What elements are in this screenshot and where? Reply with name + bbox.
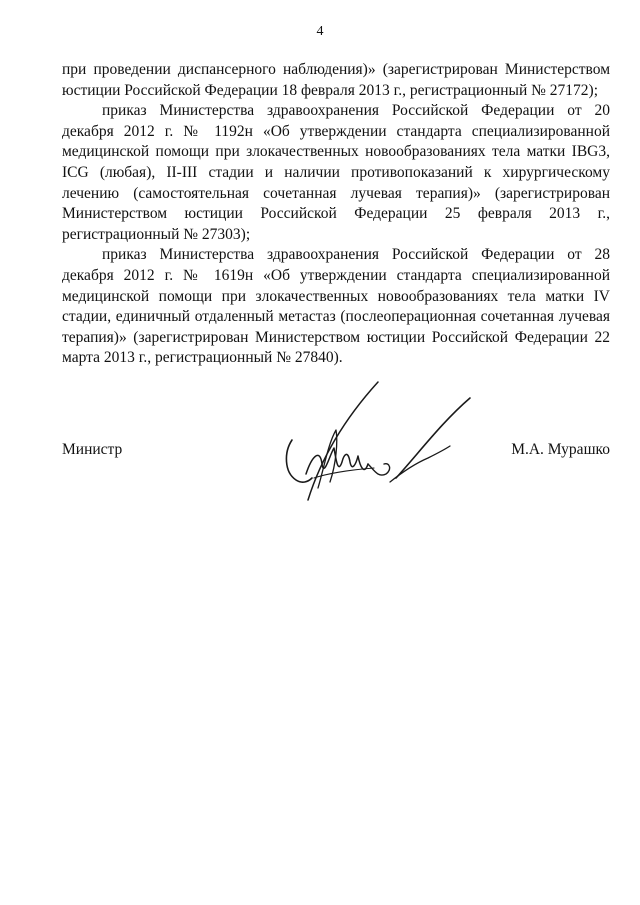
document-body <box>62 60 610 369</box>
paragraph-order-1619n: приказ Министерства здравоохранения Российской Федерации от 28 декабря 2012 г. № 1619н «Об утверждении стандарта специализированной медицинской помощи при злокачественных новообразованиях тела матки IV стадии, единичный отдаленный метастаз (послеоперационная сочетанная лучевая терапия)» (зарегистрирован Министерством юстиции Российской Федерации 22 марта 2013 г., регистрационный № 27840). <box>62 246 610 367</box>
page-number: 4 <box>316 24 324 39</box>
paragraph-continuation: при проведении диспансерного наблюдения)» (зарегистрирован Министерством юстиции Российской Федерации 18 февраля 2013 г., регистрационный № 27172); <box>62 61 610 99</box>
handwritten-signature-icon <box>278 378 478 510</box>
signatory-position: Министр <box>62 441 123 458</box>
signatory-name: М.А. Мурашко <box>511 441 610 458</box>
paragraph-order-1192n: приказ Министерства здравоохранения Российской Федерации от 20 декабря 2012 г. № 1192н «Об утверждении стандарта специализированной медицинской помощи при злокачественных новообразованиях тела матки IBG3, ICG (любая), II-III стадии и наличии противопоказаний к хирургическому лечению (самостоятельная сочетанная лучевая терапия)» (зарегистрирован Министерством юстиции Российской Федерации 25 февраля 2013 г., регистрационный № 27303); <box>62 102 610 243</box>
